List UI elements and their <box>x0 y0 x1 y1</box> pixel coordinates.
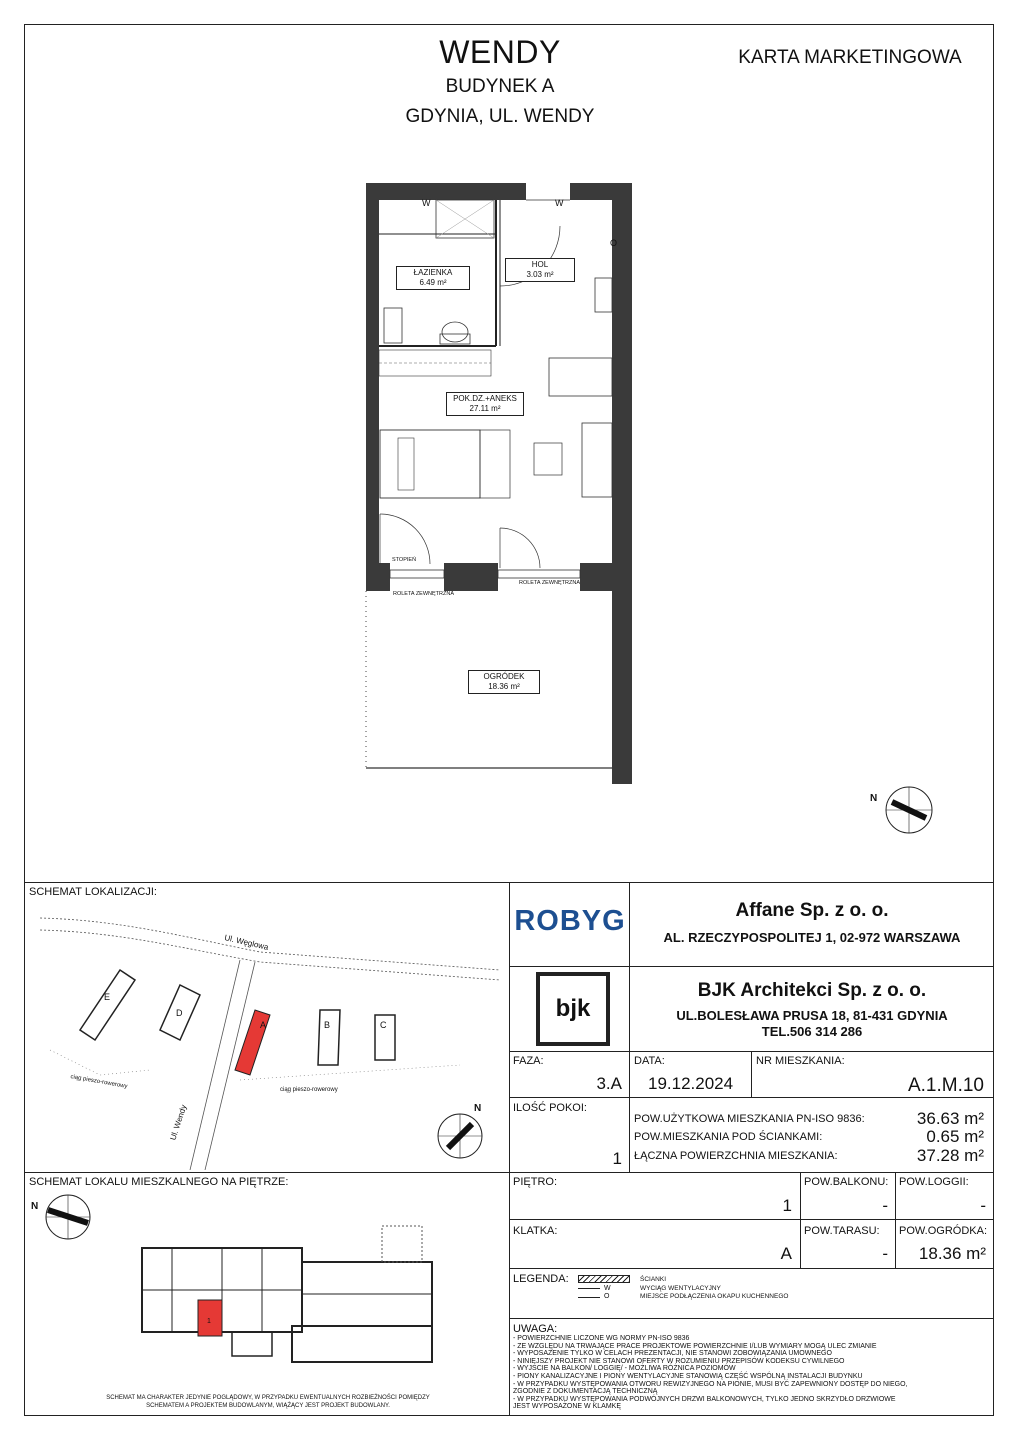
garden-value: 18.36 m² <box>918 1244 986 1263</box>
note-line: - POWIERZCHNIE LICZONE WG NORMY PN-ISO 9836 <box>513 1335 690 1342</box>
compass-icon <box>866 784 936 836</box>
legend-mark-w: W <box>604 1285 611 1292</box>
unit-no-label: NR MIESZKANIA: <box>756 1055 845 1067</box>
rooms-value: 1 <box>612 1149 622 1168</box>
location-compass-letter: N <box>474 1103 482 1114</box>
floor-label: PIĘTRO: <box>513 1176 558 1188</box>
legend-vent: WYCIĄG WENTYLACYJNY <box>640 1285 721 1292</box>
room-label-garden: OGRÓDEK 18.36 m² <box>468 670 540 694</box>
location-schema-label: SCHEMAT LOKALIZACJI: <box>29 886 157 898</box>
note-line: - NINIEJSZY PROJEKT NIE STANOWI OFERTY W ROZUMIENIU PRZEPISÓW KODEKSU CYWILNEGO <box>513 1357 845 1365</box>
north-wall-left <box>366 183 526 200</box>
disclaimer-line-2: SCHEMATEM A PROJEKTEM BUDOWLANYM, WIĄŻĄCY JEST PROJEKT BUDOWLANY. <box>146 1403 390 1409</box>
street-wendy: Ul. Wendy <box>168 1103 189 1142</box>
unit-marker: 1 <box>207 1318 211 1325</box>
north-wall-right <box>570 183 632 200</box>
hood-mark: O <box>610 238 618 248</box>
room-label-hall: HOL 3.03 m² <box>505 258 575 282</box>
rooms-label: ILOŚĆ POKOI: <box>513 1102 587 1114</box>
terrace-value: - <box>882 1244 888 1263</box>
note-line: JEST WYPOSAŻONE W KLAMKĘ <box>513 1403 622 1411</box>
room-label-bathroom: ŁAZIENKA 6.49 m² <box>396 266 470 290</box>
legend-label: LEGENDA: <box>513 1273 569 1285</box>
date-label: DATA: <box>634 1055 665 1067</box>
area-usable-label: POW.UŻYTKOWA MIESZKANIA PN-ISO 9836: <box>634 1113 865 1125</box>
floor-compass-icon <box>40 1190 94 1244</box>
vent-mark-2: W <box>555 198 564 208</box>
west-wall <box>366 183 379 591</box>
terrace-label: POW.TARASU: <box>804 1225 880 1237</box>
garden-label: POW.OGRÓDKA: <box>899 1225 988 1237</box>
shutter-note-right: ROLETA ZEWNĘTRZNA <box>519 580 581 586</box>
unit-no-value: A.1.M.10 <box>907 1075 984 1096</box>
building-b-label: B <box>324 1020 331 1030</box>
architect-name: BJK Architekci Sp. z o. o. <box>697 980 927 1001</box>
note-line: - W PRZYPADKU WYSTĘPOWANIA OTWORU REWIZYJNEGO NA PIONIE, MUSI BYĆ ZAPEWNIONY DOSTĘP DO NIEGO, <box>513 1380 908 1388</box>
architect-address: UL.BOLESŁAWA PRUSA 18, 81-431 GDYNIA <box>676 1008 948 1023</box>
floor-scheme-map <box>132 1222 442 1370</box>
building-a-label: A <box>260 1020 267 1030</box>
phase-value: 3.A <box>596 1074 622 1093</box>
balcony-label: POW.BALKONU: <box>804 1176 889 1188</box>
shutter-note-left: ROLETA ZEWNĘTRZNA <box>393 591 455 597</box>
south-wall-2 <box>444 563 498 591</box>
hood-arrow-icon <box>578 1297 600 1298</box>
note-line: ZGODNIE Z DOKUMENTACJĄ TECHNICZNĄ <box>513 1388 658 1396</box>
date-value: 19.12.2024 <box>648 1074 734 1093</box>
south-wall-3 <box>580 563 632 591</box>
room-label-living: POK.DZ.+ANEKS 27.11 m² <box>446 392 524 416</box>
vent-mark-1: W <box>422 198 431 208</box>
location-compass-icon <box>434 1106 488 1160</box>
compass-letter: N <box>870 793 878 804</box>
area-total-label: ŁĄCZNA POWIERZCHNIA MIESZKANIA: <box>634 1150 838 1162</box>
loggia-value: - <box>980 1196 986 1215</box>
building-label: BUDYNEK A <box>445 76 555 97</box>
floor-value: 1 <box>782 1196 792 1215</box>
building-d-label: D <box>176 1008 183 1018</box>
loggia-label: POW.LOGGII: <box>899 1176 969 1188</box>
note-line: - WYJŚCIE NA BALKON/ LOGGIĘ/ - MOŻLIWA RÓŻNICA POZIOMÓW <box>513 1365 736 1373</box>
disclaimer-line-1: SCHEMAT MA CHARAKTER JEDYNIE POGLĄDOWY, W PRZYPADKU EWENTUALNYCH ROZBIEŻNOŚCI POMIĘDZY <box>106 1395 430 1401</box>
balcony-value: - <box>882 1196 888 1215</box>
south-wall-1 <box>366 563 390 591</box>
legend-hood: MIEJSCE PODŁĄCZENIA OKAPU KUCHENNEGO <box>640 1293 789 1300</box>
legend-mark-o: O <box>604 1293 610 1300</box>
staircase-value: A <box>780 1244 792 1263</box>
area-total-value: 37.28 m² <box>916 1146 984 1165</box>
walls-hatch-icon <box>578 1275 630 1283</box>
bjk-logo: bjk <box>536 972 610 1046</box>
note-line: - W PRZYPADKU WYSTĘPOWANIA PODWÓJNYCH DRZWI BALKONOWYCH, TYLKO JEDNO SKRZYDŁO DRZWIOWE <box>513 1395 896 1403</box>
building-e-label: E <box>104 992 111 1002</box>
floor-compass-letter: N <box>31 1201 39 1212</box>
developer-address: AL. RZECZYPOSPOLITEJ 1, 02-972 WARSZAWA <box>663 930 961 945</box>
building-c-label: C <box>380 1020 387 1030</box>
project-title: WENDY <box>439 34 561 70</box>
note-line: - WYPOSAŻENIE TYLKO W CELACH PREZENTACJI, NIE STANOWI ZOBOWIĄZANIA UMOWNEGO <box>513 1350 832 1358</box>
path-label-1: ciąg pieszo-rowerowy <box>69 1074 128 1090</box>
note-line: - ZE WZGLĘDU NA TRWAJĄCE PRACE PROJEKTOWE POWIERZCHNIE I/LUB WYMIARY MOGĄ ULEC ZMIANIE <box>513 1342 877 1350</box>
robyg-logo: ROBYG <box>514 905 626 937</box>
address-label: GDYNIA, UL. WENDY <box>405 106 595 127</box>
path-label-2: ciąg pieszo-rowerowy <box>280 1087 338 1093</box>
notes-label: UWAGA: <box>513 1323 558 1335</box>
location-map <box>40 900 500 1170</box>
garden-east-wall <box>612 588 632 784</box>
architect-phone: TEL.506 314 286 <box>761 1024 863 1039</box>
step-note: STOPIEŃ <box>392 557 417 563</box>
vent-arrow-icon <box>578 1288 600 1289</box>
legend-walls: ŚCIANKI <box>640 1276 667 1283</box>
staircase-label: KLATKA: <box>513 1225 558 1237</box>
area-walls-label: POW.MIESZKANIA POD ŚCIANKAMI: <box>634 1131 823 1143</box>
note-line: - PIONY KANALIZACYJNE I PIONY WENTYLACYJNE STANOWIĄ CZĘŚĆ WSPÓLNĄ INSTALACJI BUDYNKU <box>513 1372 863 1380</box>
card-type-label: KARTA MARKETINGOWA <box>738 47 962 68</box>
developer-name: Affane Sp. z o. o. <box>735 900 889 921</box>
phase-label: FAZA: <box>513 1055 544 1067</box>
notes-list <box>513 1335 989 1411</box>
street-weglowa: Ul. Węglowa <box>223 933 270 952</box>
area-usable-value: 36.63 m² <box>916 1109 984 1128</box>
area-walls-value: 0.65 m² <box>926 1127 984 1146</box>
floor-schema-label: SCHEMAT LOKALU MIESZKALNEGO NA PIĘTRZE: <box>29 1176 289 1188</box>
